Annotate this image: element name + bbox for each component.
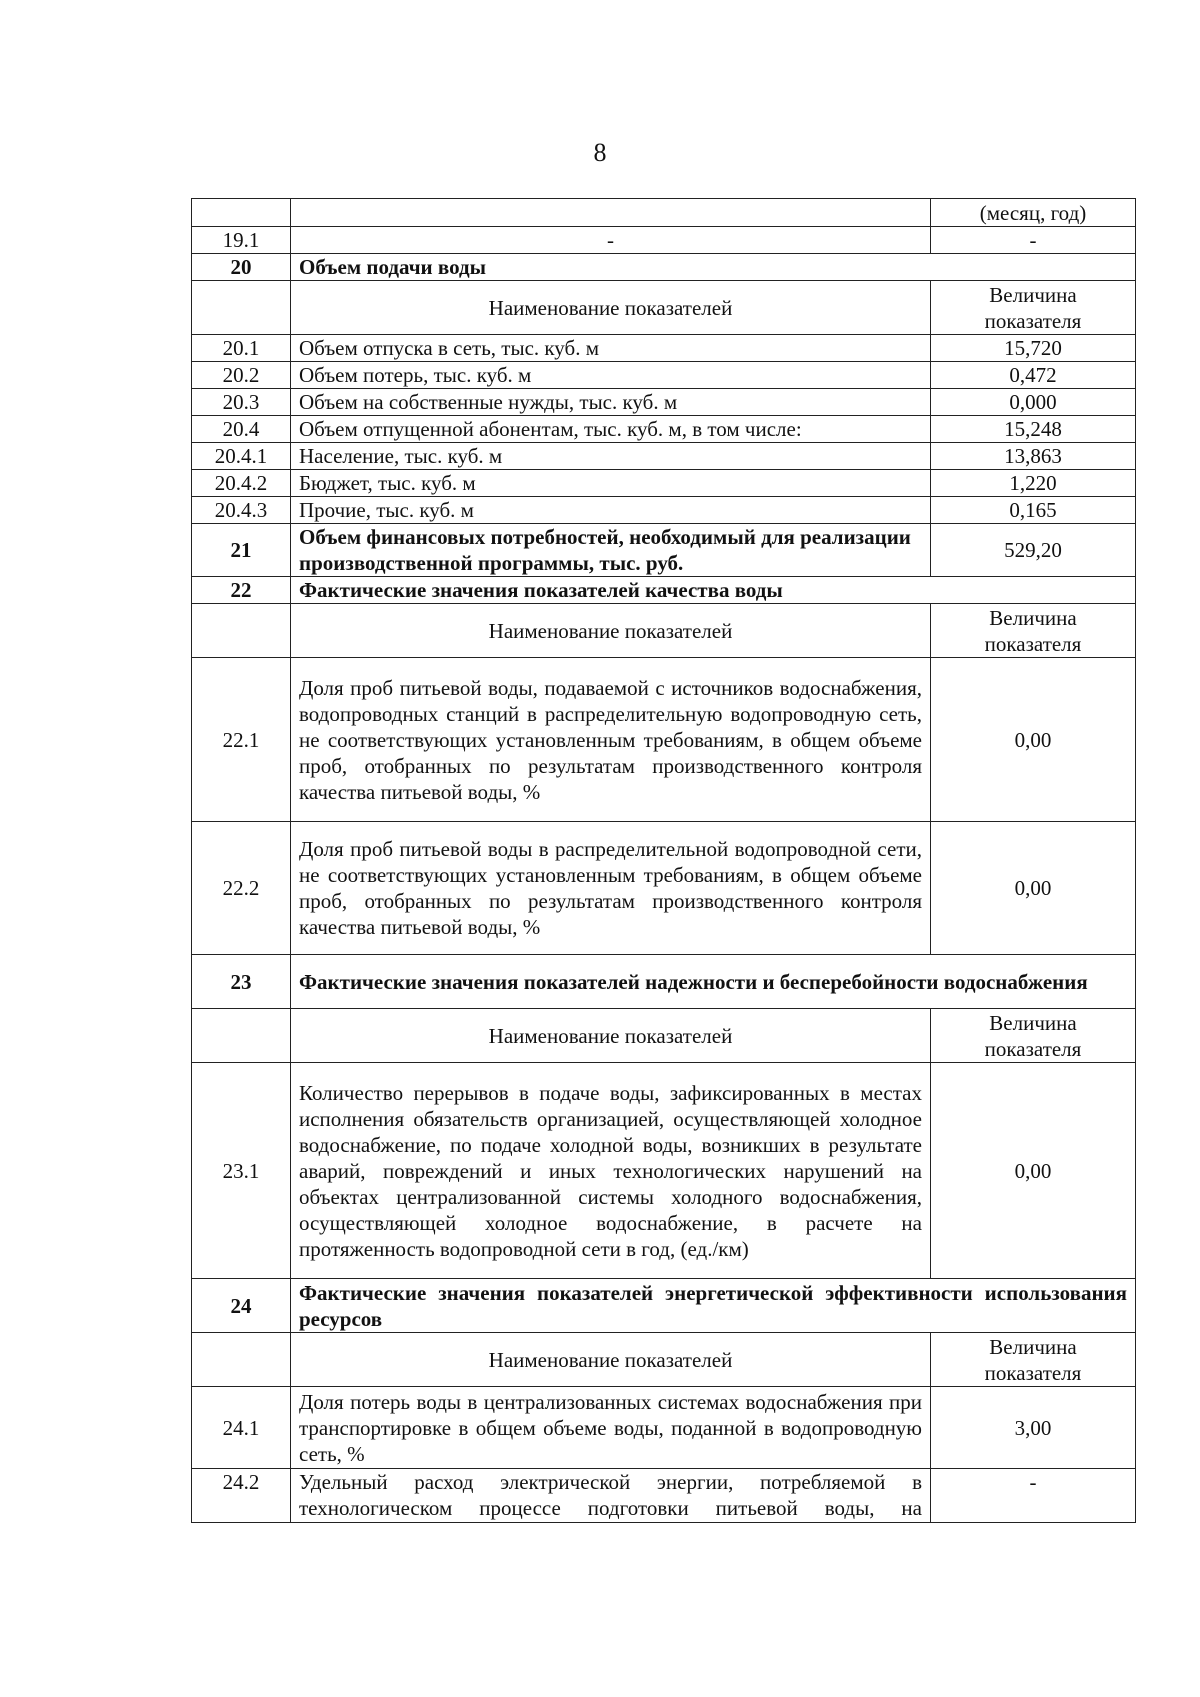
value-cell: 0,165 (931, 497, 1136, 524)
table-row (192, 497, 1136, 524)
column-header-name: Наименование показателей (291, 1333, 931, 1387)
value-cell: - (931, 1469, 1136, 1523)
column-header-value (931, 1333, 1136, 1387)
value-cell: (месяц, год) (931, 199, 1136, 227)
table-row (192, 470, 1136, 497)
indicator-name-cell: Объем потерь, тыс. куб. м (291, 362, 931, 389)
section-row (192, 524, 1136, 577)
table-header-row (192, 281, 1136, 335)
table-header-row (192, 604, 1136, 658)
row-number-cell: 19.1 (192, 227, 291, 254)
table-header-row (192, 1333, 1136, 1387)
table-row (192, 335, 1136, 362)
section-title-cell: Фактические значения показателей надежности и бесперебойности водоснабжения (291, 955, 1136, 1009)
table-row (192, 443, 1136, 470)
section-title-cell: Объем подачи воды (291, 254, 1136, 281)
row-number-cell: 20.4.2 (192, 470, 291, 497)
value-cell: - (931, 227, 1136, 254)
table-row (192, 362, 1136, 389)
section-title-cell: Фактические значения показателей энергетической эффективности использования ресурсов (291, 1279, 1136, 1333)
header-line: Величина (989, 1334, 1077, 1359)
column-header-name: Наименование показателей (291, 604, 931, 658)
indicator-name-cell: Доля потерь воды в централизованных системах водоснабжения при транспортировке в общем объеме воды, поданной в водопроводную сеть, % (291, 1387, 931, 1469)
value-cell: 0,00 (931, 822, 1136, 955)
indicator-name-cell: Население, тыс. куб. м (291, 443, 931, 470)
column-header-value (931, 281, 1136, 335)
header-line: Величина (989, 1010, 1077, 1035)
value-cell: 0,472 (931, 362, 1136, 389)
section-row (192, 254, 1136, 281)
section-title-cell: Фактические значения показателей качества воды (291, 577, 1136, 604)
table-row (192, 227, 1136, 254)
table-row (192, 416, 1136, 443)
table-row (192, 1387, 1136, 1469)
row-number-cell (192, 604, 291, 658)
table-row (192, 199, 1136, 227)
indicator-name-cell: Доля проб питьевой воды в распределительной водопроводной сети, не соответствующих установленным требованиям, в общем объеме проб, отобранных по результатам производственного контроля качества питьевой воды, % (291, 822, 931, 955)
row-number-cell: 24.2 (192, 1469, 291, 1523)
row-number-cell: 20.4 (192, 416, 291, 443)
indicator-name-cell: Объем финансовых потребностей, необходимый для реализации производственной программы, тыс. руб. (291, 524, 931, 577)
row-number-cell: 22.1 (192, 658, 291, 822)
row-number-cell (192, 1333, 291, 1387)
column-header-value (931, 604, 1136, 658)
row-number-cell: 20.4.1 (192, 443, 291, 470)
section-number-cell: 21 (192, 524, 291, 577)
row-number-cell: 20.4.3 (192, 497, 291, 524)
row-number-cell (192, 1009, 291, 1063)
value-cell: 529,20 (931, 524, 1136, 577)
row-number-cell: 24.1 (192, 1387, 291, 1469)
value-cell: 13,863 (931, 443, 1136, 470)
indicators-table (191, 198, 1136, 1523)
indicator-name-cell: Количество перерывов в подаче воды, зафиксированных в местах исполнения обязательств организацией, осуществляющей холодное водоснабжение, по подаче холодной воды, возникших в результате аварий, повреждений и иных технологических нарушений на объектах централизованной системы холодного водоснабжения, осуществляющей холодное водоснабжение, в расчете на протяженность водопроводной сети в год, (ед./км) (291, 1063, 931, 1279)
section-row (192, 577, 1136, 604)
value-cell: 3,00 (931, 1387, 1136, 1469)
indicator-name-cell: Бюджет, тыс. куб. м (291, 470, 931, 497)
column-header-name: Наименование показателей (291, 281, 931, 335)
table-header-row (192, 1009, 1136, 1063)
table-row (192, 1063, 1136, 1279)
value-cell: 0,000 (931, 389, 1136, 416)
column-header-value (931, 1009, 1136, 1063)
indicator-name-cell (291, 199, 931, 227)
section-number-cell: 22 (192, 577, 291, 604)
header-line: показателя (984, 1036, 1082, 1061)
header-line: Величина (989, 605, 1077, 630)
section-number-cell: 24 (192, 1279, 291, 1333)
table-row (192, 1469, 1136, 1523)
value-cell: 0,00 (931, 1063, 1136, 1279)
table-row (192, 822, 1136, 955)
row-number-cell (192, 199, 291, 227)
column-header-name: Наименование показателей (291, 1009, 931, 1063)
indicator-name-cell: - (291, 227, 931, 254)
table-row (192, 389, 1136, 416)
header-line: Величина (989, 282, 1077, 307)
section-row (192, 955, 1136, 1009)
indicator-name-cell: Объем на собственные нужды, тыс. куб. м (291, 389, 931, 416)
value-cell: 0,00 (931, 658, 1136, 822)
header-line: показателя (984, 631, 1082, 656)
value-cell: 15,720 (931, 335, 1136, 362)
row-number-cell (192, 281, 291, 335)
header-line: показателя (984, 308, 1082, 333)
indicator-name-cell: Доля проб питьевой воды, подаваемой с источников водоснабжения, водопроводных станций в распределительную водопроводную сеть, не соответствующих установленным требованиям, в общем объеме проб, отобранных по результатам производственного контроля качества питьевой воды, % (291, 658, 931, 822)
indicator-name-cell: Объем отпущенной абонентам, тыс. куб. м, в том числе: (291, 416, 931, 443)
indicator-name-cell: Объем отпуска в сеть, тыс. куб. м (291, 335, 931, 362)
section-row (192, 1279, 1136, 1333)
row-number-cell: 22.2 (192, 822, 291, 955)
value-cell: 15,248 (931, 416, 1136, 443)
page-number: 8 (593, 138, 607, 167)
section-number-cell: 20 (192, 254, 291, 281)
value-cell: 1,220 (931, 470, 1136, 497)
header-line: показателя (984, 1360, 1082, 1385)
indicator-name-cell: Удельный расход электрической энергии, потребляемой в технологическом процессе подготовки питьевой воды, на (291, 1469, 931, 1523)
row-number-cell: 20.2 (192, 362, 291, 389)
section-number-cell: 23 (192, 955, 291, 1009)
row-number-cell: 23.1 (192, 1063, 291, 1279)
indicator-name-cell: Прочие, тыс. куб. м (291, 497, 931, 524)
table-row (192, 658, 1136, 822)
row-number-cell: 20.3 (192, 389, 291, 416)
row-number-cell: 20.1 (192, 335, 291, 362)
